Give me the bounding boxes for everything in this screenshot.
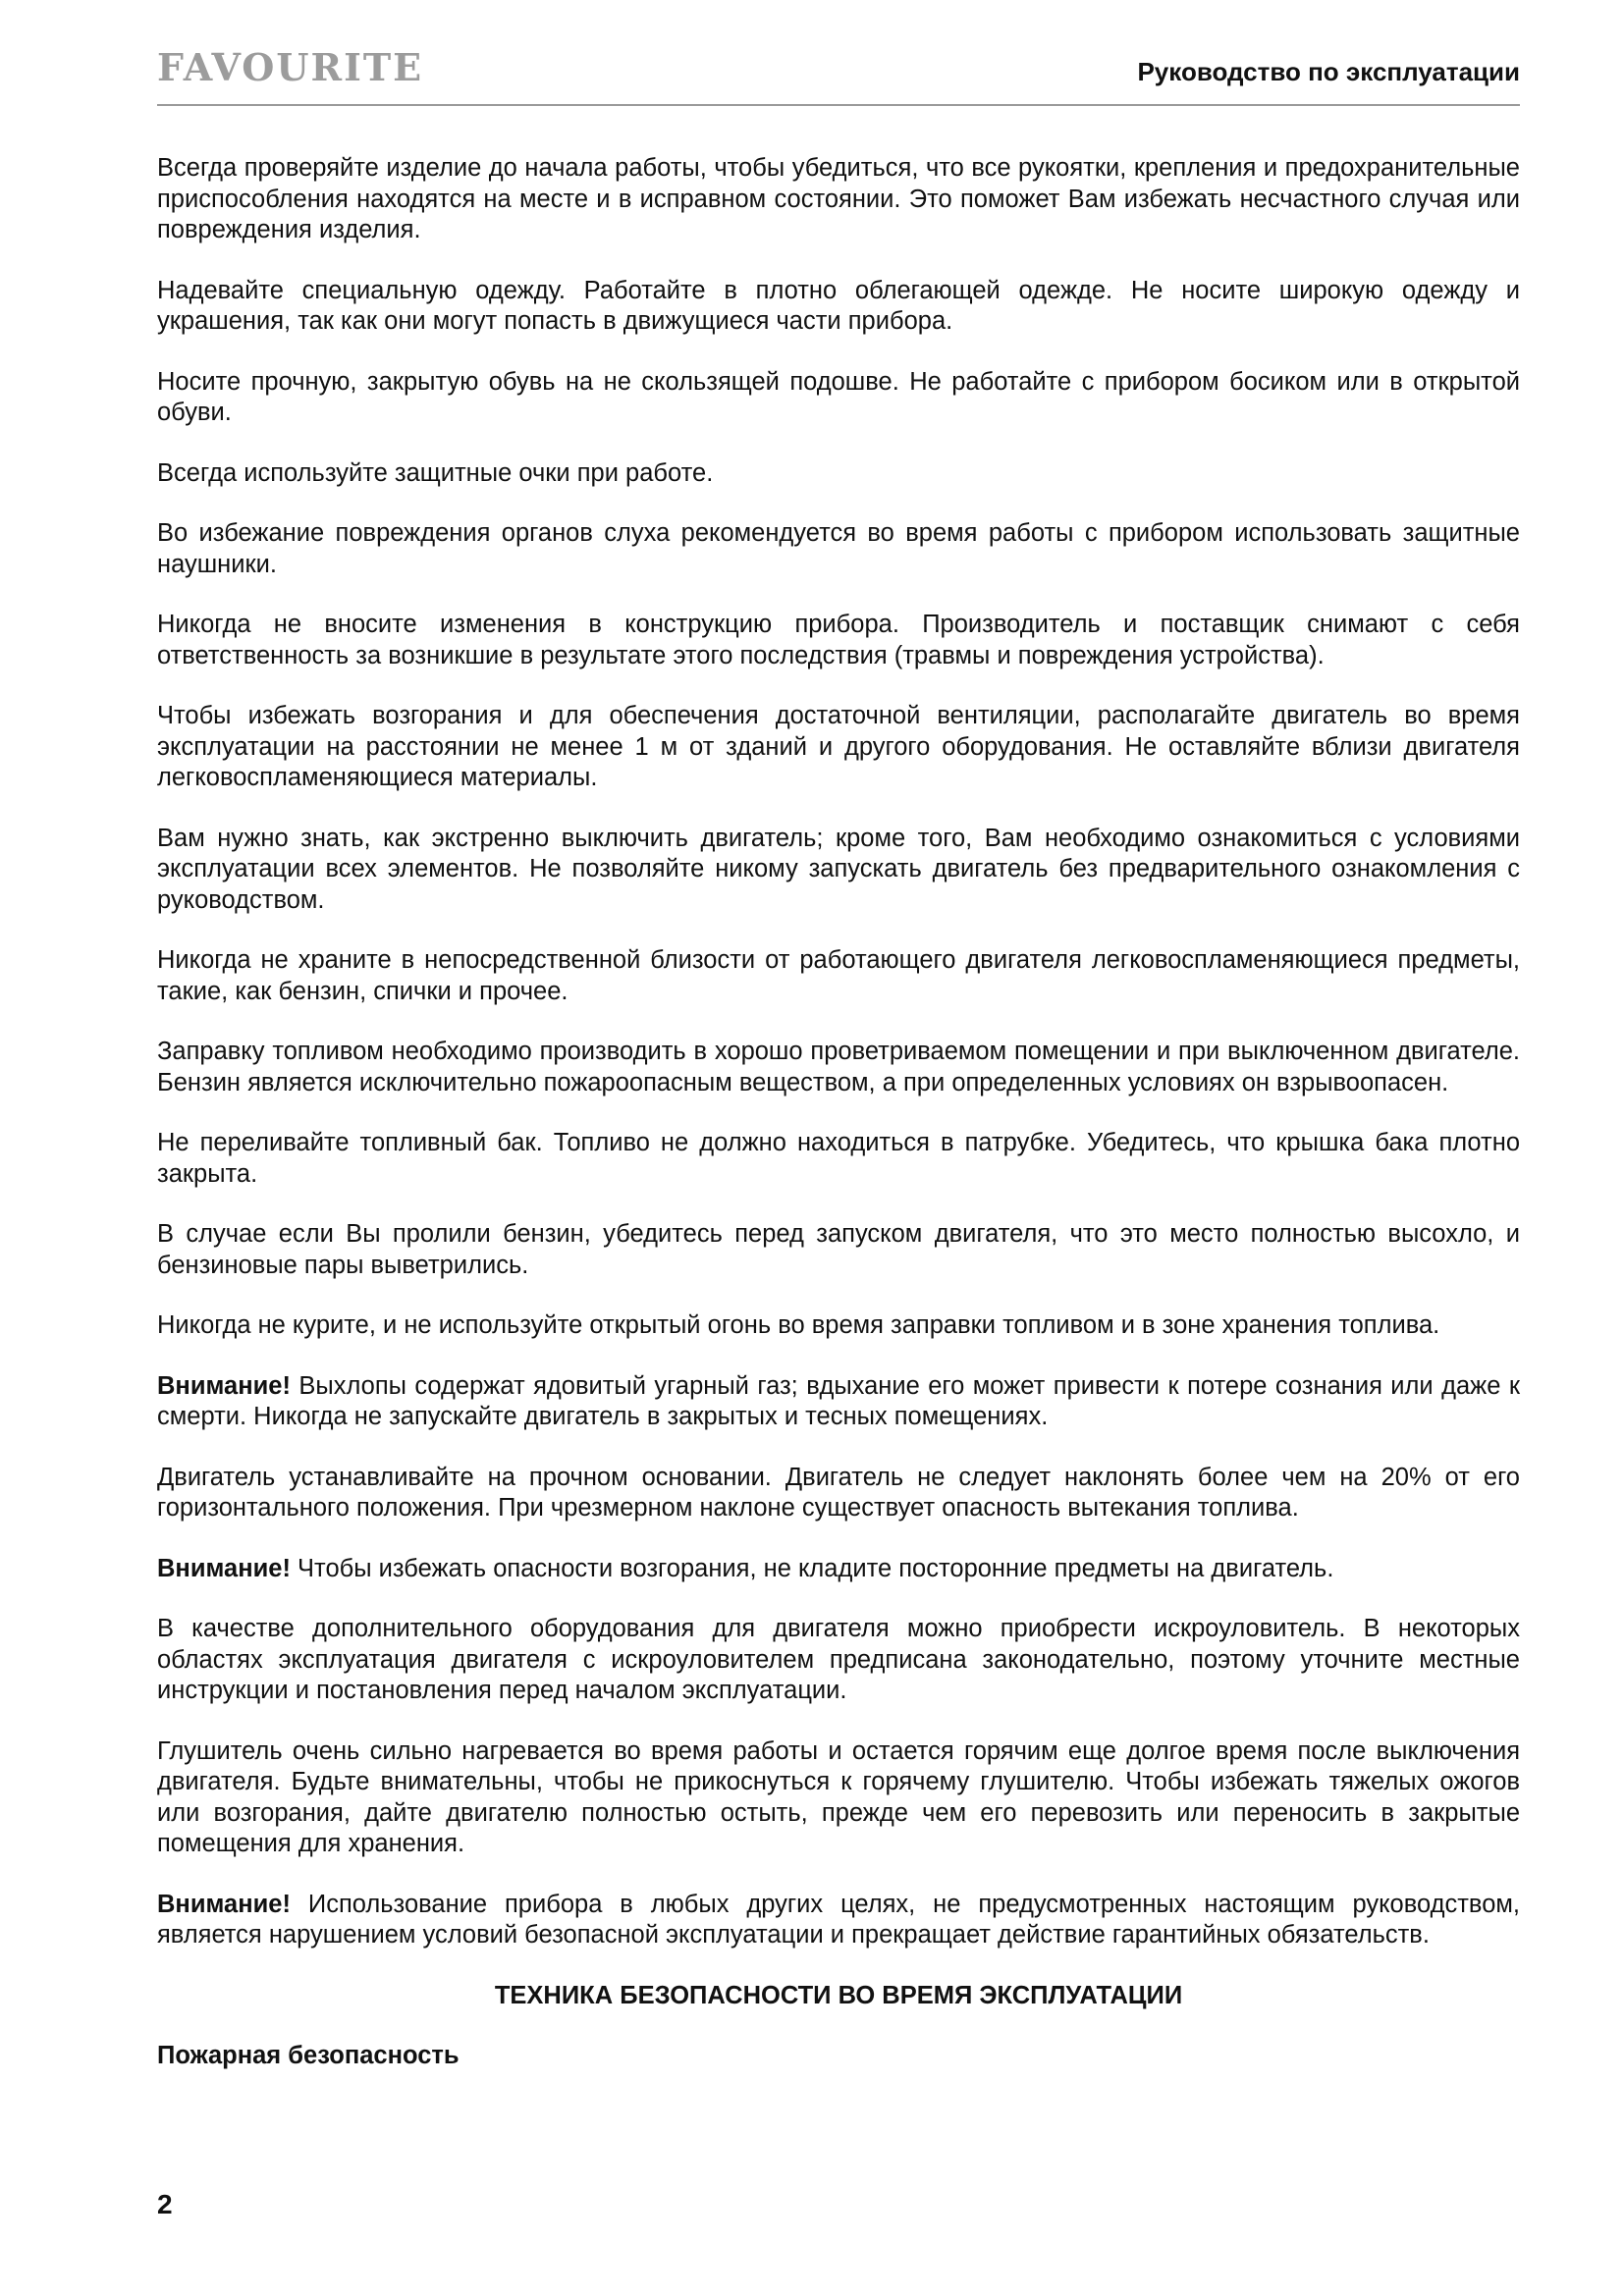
paragraph: Во избежание повреждения органов слуха рекомендуется во время работы с прибором использовать защитные наушники. — [157, 519, 1520, 578]
warning-label: Внимание! — [157, 1890, 291, 1918]
paragraph: Двигатель устанавливайте на прочном основании. Двигатель не следует наклонять более чем на 20% от его горизонтального положения. При чрезмерном наклоне существует опасность вытекания топлива. — [157, 1463, 1520, 1522]
paragraph: Чтобы избежать возгорания и для обеспечения достаточной вентиляции, располагайте двигатель во время эксплуатации на расстоянии не менее 1 м от зданий и другого оборудования. Не оставляйте вблизи двигателя легковоспламеняющиеся материалы. — [157, 702, 1520, 791]
paragraph: Глушитель очень сильно нагревается во время работы и остается горячим еще долгое время после выключения двигателя. Будьте внимательны, чтобы не прикоснуться к горячему глушителю. Чтобы избежать тяжелых ожогов или возгорания, дайте двигателю полностью остыть, прежде чем его перевозить или переносить в закрытые помещения для хранения. — [157, 1736, 1520, 1857]
brand-logo: FAVOURITE — [157, 45, 424, 89]
paragraph: В случае если Вы пролили бензин, убедитесь перед запуском двигателя, что это место полностью высохло, и бензиновые пары выветрились. — [157, 1220, 1520, 1279]
warning-label: Внимание! — [157, 1371, 291, 1400]
warning-paragraph: Внимание! Выхлопы содержат ядовитый угарный газ; вдыхание его может привести к потере сознания или даже к смерти. Никогда не запускайте двигатель в закрытых и тесных помещениях. — [157, 1371, 1520, 1430]
section-heading: ТЕХНИКА БЕЗОПАСНОСТИ ВО ВРЕМЯ ЭКСПЛУАТАЦИИ — [494, 1981, 1183, 2009]
warning-label: Внимание! — [157, 1554, 291, 1582]
paragraph: Не переливайте топливный бак. Топливо не должно находиться в патрубке. Убедитесь, что крышка бака плотно закрыта. — [157, 1129, 1520, 1188]
page-content — [157, 153, 1520, 2072]
subsection-heading: Пожарная безопасность — [157, 2042, 460, 2069]
paragraph: В качестве дополнительного оборудования для двигателя можно приобрести искроуловитель. В некоторых областях эксплуатация двигателя с искроуловителем предписана законодательно, поэтому уточните местные инструкции и постановления перед началом эксплуатации. — [157, 1615, 1520, 1704]
document-title: Руководство по эксплуатации — [1137, 57, 1520, 86]
paragraph: Заправку топливом необходимо производить в хорошо проветриваемом помещении и при выключенном двигателе. Бензин является исключительно пожароопасным веществом, а при определенных условиях он взрывоопасен. — [157, 1038, 1520, 1096]
paragraph: Носите прочную, закрытую обувь на не скользящей подошве. Не работайте с прибором босиком или в открытой обуви. — [157, 367, 1520, 426]
paragraph: Никогда не вносите изменения в конструкцию прибора. Производитель и поставщик снимают с себя ответственность за возникшие в результате этого последствия (травмы и повреждения устройства). — [157, 611, 1520, 669]
paragraph: Всегда проверяйте изделие до начала работы, чтобы убедиться, что все рукоятки, крепления и предохранительные приспособления находятся на месте и в исправном состоянии. Это поможет Вам избежать несчастного случая или повреждения изделия. — [157, 154, 1520, 243]
paragraph: Всегда используйте защитные очки при работе. — [157, 458, 714, 487]
page-header — [157, 43, 1520, 106]
warning-paragraph: Внимание! Чтобы избежать опасности возгорания, не кладите посторонние предметы на двигатель. — [157, 1554, 1334, 1582]
page-number: 2 — [157, 2189, 173, 2219]
paragraph: Никогда не курите, и не используйте открытый огонь во время заправки топливом и в зоне хранения топлива. — [157, 1311, 1440, 1339]
paragraph: Надевайте специальную одежду. Работайте в плотно облегающей одежде. Не носите широкую одежду и украшения, так как они могут попасть в движущиеся части прибора. — [157, 276, 1520, 335]
paragraph: Никогда не храните в непосредственной близости от работающего двигателя легковоспламеняющиеся предметы, такие, как бензин, спички и прочее. — [157, 946, 1520, 1005]
paragraph: Вам нужно знать, как экстренно выключить двигатель; кроме того, Вам необходимо ознакомиться с условиями эксплуатации всех элементов. Не позволяйте никому запускать двигатель без предварительного ознакомления с руководством. — [157, 824, 1520, 914]
warning-paragraph: Внимание! Использование прибора в любых других целях, не предусмотренных настоящим руководством, является нарушением условий безопасной эксплуатации и прекращает действие гарантийных обязательств. — [157, 1890, 1520, 1949]
